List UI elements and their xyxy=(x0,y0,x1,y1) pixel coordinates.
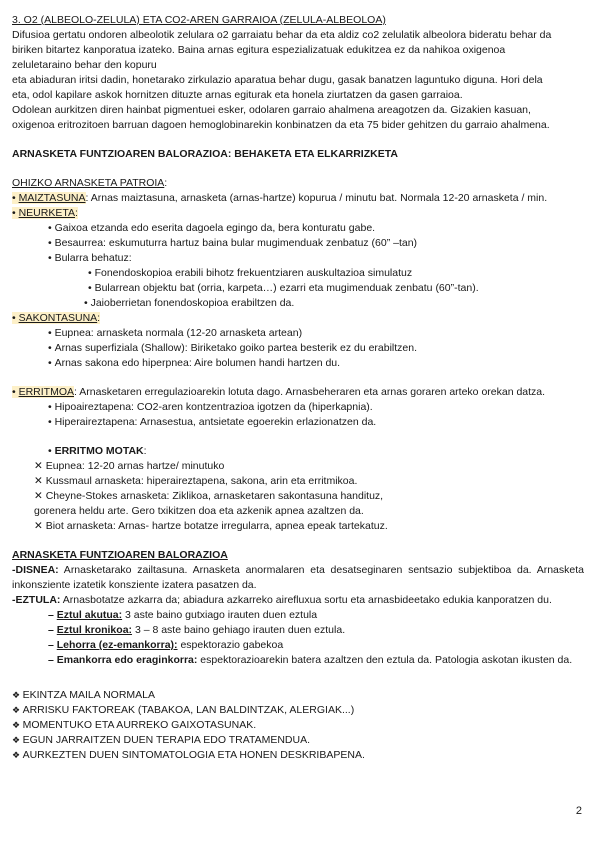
motak-title-text: ERRITMO MOTAK xyxy=(54,445,144,457)
sakontasuna-label xyxy=(12,312,100,324)
erritmoa-label xyxy=(12,386,74,398)
eztul-dash: – xyxy=(48,639,57,651)
bularra-sub-item: • Bularrean objektu bat (orria, karpeta…) ezarri eta mugimenduak zenbatu (60”-tan). xyxy=(12,281,584,296)
eztul-label: Lehorra (ez-emankorra): xyxy=(56,639,178,651)
neurketa-item: • Bularra behatuz: xyxy=(12,251,584,266)
motak-suffix: : xyxy=(143,445,147,457)
erritmoa-label-text: ERRITMOA xyxy=(18,386,75,398)
biot-item: ✕ Biot arnasketa: Arnas- hartze botatze irregularra, apnea epeak tartekatuz. xyxy=(12,519,584,534)
maiztasuna-label xyxy=(12,192,86,204)
disnea-paragraph xyxy=(12,563,584,593)
intro-line: oxigenoa eritrozitoen barruan dagoen hemoglobinarekin konbinatzen da eta 75 bider gehitzen du garraio ahalmena. xyxy=(12,119,550,131)
eztul-item xyxy=(12,608,584,623)
sakontasuna-suffix: : xyxy=(97,312,101,324)
intro-heading: 3. O2 (ALBEOLO-ZELULA) ETA CO2-AREN GARRAIOA (ZELULA-ALBEOLOA) xyxy=(12,14,386,26)
checklist-item: ❖ MOMENTUKO ETA AURREKO GAIXOTASUNAK. xyxy=(12,718,584,733)
intro-line: Difusioa gertatu ondoren albeolotik zelulara o2 garraiatu behar da eta aldiz co2 zelulatik albeolora bideratu behar da xyxy=(12,29,552,41)
eztul-text: 3 aste baino gutxiago irauten duen eztula xyxy=(122,609,318,621)
sakontasuna-item: • Eupnea: arnasketa normala (12-20 arnasketa artean) xyxy=(12,326,584,341)
eztula-paragraph xyxy=(12,593,584,608)
eztul-text: espektorazio gabekoa xyxy=(177,639,284,651)
intro-line: Odolean aurkitzen diren hainbat pigmentuei esker, odolaren garraio ahalmena areagotzen da. Gizakien kasuan, xyxy=(12,104,531,116)
maiztasuna-line xyxy=(12,191,584,206)
motak-item: ✕ Cheyne-Stokes arnasketa: Ziklikoa, arnasketaren sakontasuna handituz, xyxy=(12,489,584,504)
eztul-item xyxy=(12,638,584,653)
neurketa-suffix: : xyxy=(75,207,78,219)
eztul-item xyxy=(12,623,584,638)
intro-line: eta, odol kapilare askok hornitzen dituzte arnas egiturak eta honela ziurtatzen da gasen garraioa. xyxy=(12,89,463,101)
emankorra-label: – Emankorra edo eraginkorra: xyxy=(48,654,198,666)
eztul-label: Eztul akutua: xyxy=(56,609,123,621)
neurketa-line xyxy=(12,206,584,221)
checklist-item: ❖ ARRISKU FAKTOREAK (TABAKOA, LAN BALDINTZAK, ALERGIAK...) xyxy=(12,703,584,718)
motak-title xyxy=(12,444,584,459)
ohizko-title xyxy=(12,176,584,191)
eztul-dash: – xyxy=(48,624,57,636)
motak-item: ✕ Kussmaul arnasketa: hiperaireztapena, sakona, arin eta erritmikoa. xyxy=(12,474,584,489)
neurketa-label xyxy=(12,207,78,219)
intro-line: eta abiaduran iritsi dadin, honetarako zirkulazio aparatua behar dugu, gasak banatzen laguntuko diguna. Hori dela xyxy=(12,74,543,86)
bularra-sub-item: • Fonendoskopioa erabili bihotz frekuentziaren auskultazioa simulatuz xyxy=(12,266,584,281)
erritmoa-text: : Arnasketaren erregulazioarekin lotuta dago. Arnasbeheraren eta arnas goraren arteko orekan datza. xyxy=(74,386,546,398)
eztul-dash: – xyxy=(48,609,57,621)
motak-item: ✕ Eupnea: 12-20 arnas hartze/ minutuko xyxy=(12,459,584,474)
ohizko-title-text: OHIZKO ARNASKETA PATROIA xyxy=(12,177,165,189)
eztula-text: Arnasbotatze azkarra da; abiadura azkarreko aireﬂuxua sortu eta arnasbideetako edukia kanporatzen du. xyxy=(60,594,552,606)
motak-continuation: gorenera heldu arte. Gero txikitzen doa eta azkenik apnea azaltzen da. xyxy=(34,505,364,517)
ohizko-title-suffix: : xyxy=(164,177,168,189)
maiztasuna-label-text: MAIZTASUNA xyxy=(18,192,86,204)
erritmoa-item: • Hipoaireztapena: CO2-aren kontzentrazioa igotzen da (hiperkapnia). xyxy=(12,400,584,415)
neurketa-label-text: NEURKETA xyxy=(18,207,75,219)
neurketa-item: • Besaurrea: eskumuturra hartuz baina bular mugimenduak zenbatuz (60” –tan) xyxy=(12,236,584,251)
section2-title: ARNASKETA FUNTZIOAREN BALORAZIOA xyxy=(12,549,228,561)
sakontasuna-line xyxy=(12,311,584,326)
intro-line: biriken bitartez kanporatua izateko. Baina arnas egitura espezializatuak edukitzea ez da nahikoa oxigenoa xyxy=(12,44,506,56)
emankorra-text: espektorazioarekin batera azaltzen den eztula da. Patologia askotan ikusten da. xyxy=(197,654,573,666)
eztula-label: -EZTULA: xyxy=(12,594,61,606)
section1-title: ARNASKETA FUNTZIOAREN BALORAZIOA: BEHAKETA ETA ELKARRIZKETA xyxy=(12,148,398,160)
document-page xyxy=(12,13,584,763)
page-number: 2 xyxy=(575,805,582,817)
neurketa-item: • Gaixoa etzanda edo eserita dagoela egingo da, bera konturatu gabe. xyxy=(12,221,584,236)
jaioberri-item: • Jaioberrietan fonendoskopioa erabiltzen da. xyxy=(12,296,584,311)
disnea-text: Arnasketarako zailtasuna. Arnasketa anormalaren eta desatseginaren sentsazio subjektiboa da. Arnasketa inkonsziente izatetik konsziente izatera pasatzen da. xyxy=(12,564,584,591)
erritmoa-line xyxy=(12,385,584,400)
sakontasuna-item: • Arnas sakona edo hiperpnea: Aire bolumen handi hartzen du. xyxy=(12,356,584,371)
emankorra-item xyxy=(12,653,584,668)
maiztasuna-text: : Arnas maiztasuna, arnasketa (arnas-hartze) kopurua / minutu bat. Normala 12-20 arnasketa / min. xyxy=(85,192,548,204)
erritmoa-item: • Hiperaireztapena: Arnasestua, antsietate egoerekin erlazionatzen da. xyxy=(12,415,584,430)
sakontasuna-item: • Arnas superfiziala (Shallow): Biriketako goiko partea besterik ez du erabiltzen. xyxy=(12,341,584,356)
sakontasuna-label-text: SAKONTASUNA xyxy=(18,312,98,324)
disnea-label: -DISNEA: xyxy=(12,564,59,576)
intro-line: zeluletaraino behar den kopuru xyxy=(12,59,157,71)
checklist-item: ❖ AURKEZTEN DUEN SINTOMATOLOGIA ETA HONEN DESKRIBAPENA. xyxy=(12,748,584,763)
eztul-text: 3 – 8 aste baino gehiago irauten duen eztula. xyxy=(132,624,346,636)
checklist-item: ❖ EGUN JARRAITZEN DUEN TERAPIA EDO TRATAMENDUA. xyxy=(12,733,584,748)
checklist-item: ❖ EKINTZA MAILA NORMALA xyxy=(12,688,584,703)
eztul-label: Eztul kronikoa: xyxy=(56,624,133,636)
